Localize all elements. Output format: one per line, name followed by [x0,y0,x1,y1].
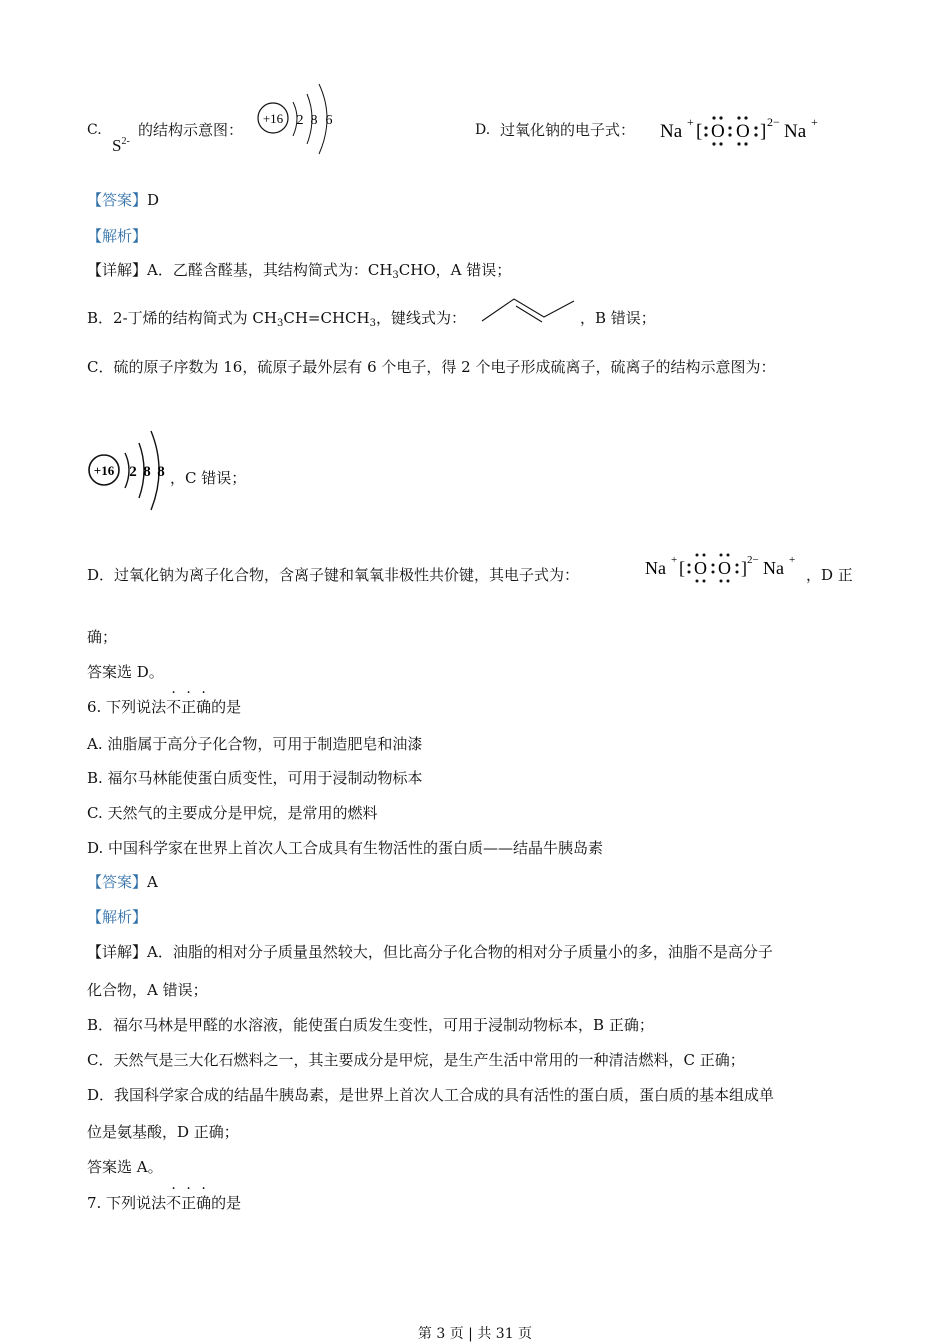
svg-text:+: + [789,554,796,566]
nucleus-charge: +16 [93,463,115,478]
analysis-tag: 【解析】 [87,227,148,245]
svg-text:]: ] [760,121,767,142]
shell-count-1: 2 [296,113,304,128]
svg-text:+: + [671,554,678,566]
peroxide-electron-formula [645,548,805,588]
svg-text:O: O [718,558,731,578]
shell-count-3: 6 [325,113,333,128]
answer-line [87,190,159,210]
option-d: D. 中国科学家在世界上首次人工合成具有生物活性的蛋白质——结晶牛胰岛素 [87,839,604,857]
peroxide-electron-formula-top [660,110,830,150]
q6-detail-3: C．天然气是三大化石燃料之一，其主要成分是甲烷，是生产生活中常用的一种清洁燃料，C 正确； [87,1051,745,1069]
detail-line-d: D．过氧化钠为离子化合物，含离子键和氧氧非极性共价键，其电子式为： [87,566,580,584]
butene-skeletal-formula [480,293,578,327]
detail-line-d-end: ，D 正 [806,566,853,584]
option-c-text: 的结构示意图： [138,121,244,139]
sulfide-ion-diagram [85,428,175,514]
detail-line-b-end: ，B 错误； [580,309,656,327]
answer-tag: 【答案】 [87,191,148,209]
svg-text:]: ] [741,558,747,578]
answer-line-q6 [87,872,158,892]
answer-value: A [147,873,158,891]
svg-text:O: O [711,121,725,142]
option-c: C. 天然气的主要成分是甲烷，是常用的燃料 [87,804,378,822]
detail-line-b: B．2-丁烯的结构简式为 $CH_3CH=CHCH_3$，键线式为： [87,309,466,329]
svg-text:[: [ [679,558,685,578]
shell-count-2: 8 [143,464,151,480]
option-b: B. 福尔马林能使蛋白质变性，可用于浸制动物标本 [87,769,423,787]
answer-value: D [147,191,160,209]
detail-line-d-end2: 确； [87,628,118,646]
q6-detail-4b: 位是氨基酸，D 正确； [87,1123,239,1141]
svg-text:2−: 2− [747,554,759,566]
svg-text:O: O [736,121,750,142]
svg-text:2−: 2− [767,115,780,129]
sulfide-ion-symbol: $S^{2-}$ [112,136,130,155]
shell-count-3: 8 [157,464,165,480]
svg-text:O: O [694,558,707,578]
svg-text:Na: Na [645,558,666,578]
svg-text:[: [ [696,121,703,142]
svg-text:+: + [811,115,818,129]
conclusion-q5: 答案选 D。 [87,663,164,681]
detail-line-c-end: ，C 错误； [170,469,247,487]
q6-detail-2: B．福尔马林是甲醛的水溶液，能使蛋白质发生变性，可用于浸制动物标本，B 正确； [87,1016,654,1034]
conclusion-q6: 答案选 A。 [87,1158,163,1176]
option-d-label: D. [475,122,491,138]
nucleus-charge: +16 [262,111,284,126]
analysis-tag-q6: 【解析】 [87,908,148,926]
q6-detail-4: D．我国科学家合成的结晶牛胰岛素，是世界上首次人工合成的具有活性的蛋白质，蛋白质的基本组成单 [87,1086,775,1104]
answer-tag: 【答案】 [87,873,148,891]
shell-count-1: 2 [129,464,137,480]
svg-text:Na: Na [763,558,784,578]
question-7-stem: 7. 下列说法不正确的是 [87,1194,242,1212]
option-d-text: 过氧化钠的电子式： [500,121,636,139]
shell-count-2: 8 [310,113,318,128]
svg-text:Na: Na [784,121,807,142]
svg-text:+: + [687,115,694,129]
sulfur-atom-diagram [255,78,345,160]
page-footer: 第 3 页 | 共 31 页 [417,1326,533,1342]
option-c-label: C. [87,122,102,138]
svg-text:Na: Na [660,121,683,142]
detail-line-c: C．硫的原子序数为 16，硫原子最外层有 6 个电子，得 2 个电子形成硫离子，硫离子的结构示意图为： [87,358,776,376]
q6-detail-1: 【详解】A．油脂的相对分子质量虽然较大，但比高分子化合物的相对分子质量小的多，油脂不是高分子 [87,943,773,961]
detail-line-a: 【详解】A．乙醛含醛基，其结构简式为：$CH_3CHO$，A 错误； [87,261,512,281]
option-a: A. 油脂属于高分子化合物，可用于制造肥皂和油漆 [87,735,423,753]
question-6-stem: 6. 下列说法不正确的是 [87,698,242,716]
q6-detail-1b: 化合物，A 错误； [87,981,208,999]
